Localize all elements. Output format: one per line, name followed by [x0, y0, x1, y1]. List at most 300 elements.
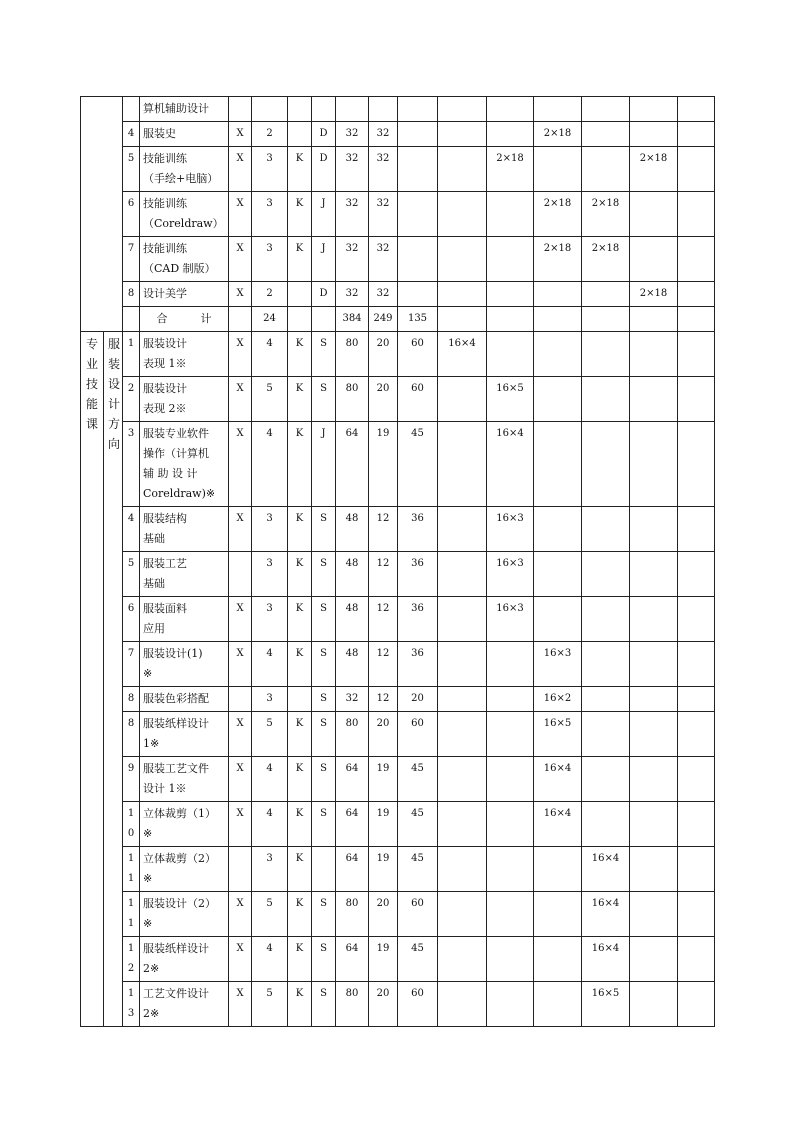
semester-6-cell — [678, 937, 715, 982]
course-name-line: 服装纸样设计 — [143, 942, 209, 955]
semester-4-cell — [582, 147, 630, 192]
semester-4-cell — [582, 597, 630, 642]
practice-hours-cell: 45 — [398, 802, 438, 847]
semester-3-cell: 16×4 — [534, 802, 582, 847]
semester-5-cell — [630, 192, 678, 237]
practice-hours-cell — [398, 97, 438, 122]
semester-2-cell — [487, 847, 534, 892]
course-name-line: 基础 — [143, 577, 165, 590]
table-row — [81, 847, 715, 892]
total-hours-cell: 64 — [336, 847, 369, 892]
course-no-cell: 8 — [123, 282, 140, 307]
exam-type-cell: D — [312, 282, 336, 307]
semester-1-cell — [438, 847, 487, 892]
course-name-line: 技能训练 — [143, 242, 187, 255]
semester-5-cell — [630, 892, 678, 937]
semester-4-cell — [582, 507, 630, 552]
credit-cell: 5 — [252, 377, 288, 422]
semester-2-cell: 16×3 — [487, 552, 534, 597]
assessment-k-cell: K — [288, 982, 312, 1027]
table-row — [81, 97, 715, 122]
empty-cell — [630, 307, 678, 332]
assessment-k-cell: K — [288, 892, 312, 937]
practice-hours-cell: 20 — [398, 687, 438, 712]
course-name-line: ※ — [143, 827, 153, 840]
exam-type-cell: S — [312, 552, 336, 597]
course-name-line: 服装工艺 — [143, 557, 187, 570]
course-no-digit: 1 — [127, 988, 135, 999]
table-row — [81, 597, 715, 642]
exam-type-cell: S — [312, 687, 336, 712]
total-credit-cell: 24 — [252, 307, 288, 332]
course-schedule-table — [80, 96, 715, 1027]
total-hours-cell: 80 — [336, 377, 369, 422]
course-name-cell — [140, 282, 229, 307]
table-row — [81, 122, 715, 147]
course-type-cell: X — [229, 147, 252, 192]
semester-1-cell — [438, 377, 487, 422]
exam-type-cell: S — [312, 712, 336, 757]
theory-hours-cell: 19 — [369, 802, 398, 847]
table-row — [81, 237, 715, 282]
total-hours-cell: 32 — [336, 147, 369, 192]
assessment-k-cell: K — [288, 147, 312, 192]
course-no-digit: 2 — [127, 963, 135, 974]
course-name-cell — [140, 982, 229, 1027]
semester-6-cell — [678, 282, 715, 307]
semester-6-cell — [678, 597, 715, 642]
table-row — [81, 642, 715, 687]
empty-cell — [582, 307, 630, 332]
total-hours-cell: 80 — [336, 892, 369, 937]
category-label — [81, 332, 104, 1027]
theory-hours-cell: 32 — [369, 237, 398, 282]
theory-hours-cell: 12 — [369, 687, 398, 712]
course-type-cell: X — [229, 937, 252, 982]
course-name-cell — [140, 97, 229, 122]
theory-hours-cell: 12 — [369, 642, 398, 687]
course-name-cell — [140, 847, 229, 892]
semester-4-cell — [582, 552, 630, 597]
semester-5-cell — [630, 507, 678, 552]
course-name-cell — [140, 597, 229, 642]
direction-label — [104, 332, 123, 1027]
exam-type-cell: D — [312, 147, 336, 192]
semester-6-cell — [678, 377, 715, 422]
total-label: 合 计 — [140, 307, 229, 332]
course-name-line: ※ — [143, 667, 153, 680]
course-type-cell: X — [229, 802, 252, 847]
credit-cell: 3 — [252, 597, 288, 642]
practice-hours-cell: 36 — [398, 597, 438, 642]
course-name-cell — [140, 122, 229, 147]
course-no-cell — [123, 937, 140, 982]
total-hours-cell: 32 — [336, 192, 369, 237]
semester-2-cell — [487, 937, 534, 982]
practice-hours-cell: 45 — [398, 422, 438, 507]
semester-1-cell — [438, 757, 487, 802]
semester-6-cell — [678, 192, 715, 237]
semester-2-cell: 16×3 — [487, 507, 534, 552]
semester-5-cell — [630, 712, 678, 757]
practice-hours-cell — [398, 122, 438, 147]
course-name-cell — [140, 687, 229, 712]
practice-hours-cell — [398, 282, 438, 307]
course-name-cell — [140, 937, 229, 982]
semester-2-cell — [487, 892, 534, 937]
total-hours-cell: 48 — [336, 552, 369, 597]
credit-cell: 4 — [252, 757, 288, 802]
semester-3-cell — [534, 377, 582, 422]
semester-1-cell — [438, 507, 487, 552]
semester-5-cell — [630, 97, 678, 122]
semester-6-cell — [678, 552, 715, 597]
assessment-k-cell: K — [288, 332, 312, 377]
theory-hours-cell: 20 — [369, 377, 398, 422]
theory-hours-cell: 32 — [369, 192, 398, 237]
course-type-cell: X — [229, 332, 252, 377]
course-no-cell: 8 — [123, 687, 140, 712]
semester-2-cell — [487, 982, 534, 1027]
semester-5-cell — [630, 982, 678, 1027]
exam-type-cell: S — [312, 597, 336, 642]
semester-5-cell — [630, 597, 678, 642]
exam-type-cell: J — [312, 192, 336, 237]
exam-type-cell: D — [312, 122, 336, 147]
table-row — [81, 192, 715, 237]
course-type-cell: X — [229, 422, 252, 507]
semester-3-cell — [534, 507, 582, 552]
credit-cell: 3 — [252, 192, 288, 237]
semester-1-cell — [438, 147, 487, 192]
semester-2-cell: 16×5 — [487, 377, 534, 422]
assessment-k-cell — [288, 282, 312, 307]
semester-4-cell — [582, 712, 630, 757]
semester-3-cell — [534, 937, 582, 982]
practice-hours-cell: 36 — [398, 507, 438, 552]
course-name-line: 服装设计(1) — [143, 647, 203, 660]
course-name-line: 操作（计算机 — [143, 447, 209, 460]
semester-3-cell — [534, 97, 582, 122]
course-no-cell: 5 — [123, 147, 140, 192]
semester-6-cell — [678, 147, 715, 192]
course-name-line: 工艺文件设计 — [143, 987, 209, 1000]
assessment-k-cell — [288, 687, 312, 712]
assessment-k-cell: K — [288, 377, 312, 422]
practice-hours-cell: 45 — [398, 847, 438, 892]
semester-3-cell: 16×5 — [534, 712, 582, 757]
semester-3-cell: 16×4 — [534, 757, 582, 802]
course-name-line: ※ — [143, 917, 153, 930]
course-name-line: 服装设计 — [143, 382, 187, 395]
semester-3-cell — [534, 422, 582, 507]
credit-cell: 3 — [252, 237, 288, 282]
course-type-cell — [229, 687, 252, 712]
semester-4-cell — [582, 122, 630, 147]
empty-cell — [678, 307, 715, 332]
course-name-cell — [140, 802, 229, 847]
semester-2-cell — [487, 802, 534, 847]
course-name-cell — [140, 892, 229, 937]
course-no-cell: 7 — [123, 642, 140, 687]
course-name-line: 服装结构 — [143, 512, 187, 525]
theory-hours-cell: 32 — [369, 147, 398, 192]
table-row — [81, 937, 715, 982]
course-type-cell: X — [229, 192, 252, 237]
credit-cell: 3 — [252, 147, 288, 192]
total-hours-cell: 48 — [336, 642, 369, 687]
semester-4-cell — [582, 282, 630, 307]
theory-hours-cell: 12 — [369, 507, 398, 552]
course-name-line: 2※ — [143, 1007, 160, 1020]
semester-1-cell — [438, 282, 487, 307]
course-name-line: （手绘+电脑） — [143, 172, 219, 185]
semester-2-cell — [487, 237, 534, 282]
course-no-cell: 6 — [123, 597, 140, 642]
exam-type-cell: S — [312, 982, 336, 1027]
table-row — [81, 332, 715, 377]
course-no-digit: 1 — [127, 918, 135, 929]
semester-5-cell: 2×18 — [630, 147, 678, 192]
semester-5-cell — [630, 122, 678, 147]
course-no-cell: 9 — [123, 757, 140, 802]
empty-cell — [487, 307, 534, 332]
semester-4-cell: 2×18 — [582, 192, 630, 237]
semester-3-cell — [534, 552, 582, 597]
semester-5-cell: 2×18 — [630, 282, 678, 307]
semester-6-cell — [678, 892, 715, 937]
exam-type-cell — [312, 847, 336, 892]
course-name-cell — [140, 552, 229, 597]
total-hours-cell: 32 — [336, 122, 369, 147]
credit-cell: 3 — [252, 687, 288, 712]
course-no-digit: 0 — [127, 828, 135, 839]
practice-hours-cell: 60 — [398, 332, 438, 377]
assessment-k-cell — [288, 97, 312, 122]
practice-hours-cell: 60 — [398, 892, 438, 937]
total-practice-sum: 135 — [398, 307, 438, 332]
course-no-digit: 1 — [127, 808, 135, 819]
semester-3-cell — [534, 597, 582, 642]
assessment-k-cell — [288, 122, 312, 147]
semester-4-cell: 16×4 — [582, 892, 630, 937]
practice-hours-cell — [398, 147, 438, 192]
course-type-cell: X — [229, 642, 252, 687]
semester-5-cell — [630, 757, 678, 802]
assessment-k-cell: K — [288, 847, 312, 892]
credit-cell: 3 — [252, 552, 288, 597]
course-name-line: （Coreldraw） — [143, 217, 224, 230]
course-type-cell: X — [229, 237, 252, 282]
course-name-cell — [140, 642, 229, 687]
theory-hours-cell — [369, 97, 398, 122]
exam-type-cell: S — [312, 757, 336, 802]
course-name-line: 技能训练 — [143, 197, 187, 210]
credit-cell: 4 — [252, 802, 288, 847]
semester-3-cell: 2×18 — [534, 237, 582, 282]
semester-6-cell — [678, 507, 715, 552]
semester-2-cell — [487, 122, 534, 147]
course-name-line: （CAD 制版） — [143, 262, 216, 275]
credit-cell: 4 — [252, 422, 288, 507]
semester-2-cell — [487, 332, 534, 377]
semester-1-cell — [438, 802, 487, 847]
semester-3-cell — [534, 847, 582, 892]
course-no-cell — [123, 892, 140, 937]
semester-4-cell — [582, 687, 630, 712]
course-no-digit: 1 — [127, 873, 135, 884]
course-type-cell: X — [229, 377, 252, 422]
semester-6-cell — [678, 712, 715, 757]
semester-4-cell — [582, 377, 630, 422]
credit-cell: 4 — [252, 937, 288, 982]
course-name-cell — [140, 757, 229, 802]
semester-2-cell — [487, 712, 534, 757]
exam-type-cell: J — [312, 422, 336, 507]
credit-cell: 2 — [252, 282, 288, 307]
course-no-cell: 3 — [123, 422, 140, 507]
direction-text: 服装设计方向 — [107, 337, 120, 451]
assessment-k-cell: K — [288, 237, 312, 282]
credit-cell: 5 — [252, 892, 288, 937]
semester-3-cell — [534, 982, 582, 1027]
practice-hours-cell: 60 — [398, 982, 438, 1027]
course-name-line: 表现 2※ — [143, 402, 187, 415]
table-row — [81, 507, 715, 552]
credit-cell: 4 — [252, 642, 288, 687]
semester-1-cell — [438, 122, 487, 147]
course-name-cell — [140, 192, 229, 237]
credit-cell: 3 — [252, 847, 288, 892]
course-name-cell — [140, 147, 229, 192]
semester-1-cell — [438, 892, 487, 937]
total-row — [81, 307, 715, 332]
total-hours-cell: 48 — [336, 507, 369, 552]
course-name-line: 立体裁剪（1） — [143, 807, 216, 820]
total-hours-cell: 32 — [336, 237, 369, 282]
course-no-cell: 2 — [123, 377, 140, 422]
semester-4-cell — [582, 642, 630, 687]
table-row — [81, 282, 715, 307]
semester-6-cell — [678, 237, 715, 282]
semester-3-cell — [534, 147, 582, 192]
course-name-line: 服装色彩搭配 — [143, 692, 209, 705]
course-name-line: 技能训练 — [143, 152, 187, 165]
total-hours-cell: 64 — [336, 757, 369, 802]
theory-hours-cell: 19 — [369, 847, 398, 892]
course-name-line: 表现 1※ — [143, 357, 187, 370]
semester-6-cell — [678, 687, 715, 712]
semester-2-cell — [487, 97, 534, 122]
empty-cell — [534, 307, 582, 332]
course-name-line: 立体裁剪（2） — [143, 852, 216, 865]
semester-5-cell — [630, 237, 678, 282]
practice-hours-cell: 45 — [398, 937, 438, 982]
semester-5-cell — [630, 642, 678, 687]
semester-6-cell — [678, 757, 715, 802]
table-row — [81, 552, 715, 597]
credit-cell — [252, 97, 288, 122]
table-row — [81, 802, 715, 847]
table-row — [81, 377, 715, 422]
exam-type-cell: S — [312, 507, 336, 552]
course-no-cell: 6 — [123, 192, 140, 237]
semester-6-cell — [678, 642, 715, 687]
credit-cell: 2 — [252, 122, 288, 147]
semester-1-cell — [438, 237, 487, 282]
course-type-cell: X — [229, 122, 252, 147]
semester-6-cell — [678, 122, 715, 147]
table-body — [81, 97, 715, 1027]
exam-type-cell: S — [312, 642, 336, 687]
total-theory-sum: 249 — [369, 307, 398, 332]
semester-3-cell: 2×18 — [534, 122, 582, 147]
total-hours-cell: 32 — [336, 282, 369, 307]
table-row — [81, 687, 715, 712]
semester-2-cell: 2×18 — [487, 147, 534, 192]
total-hours-cell: 64 — [336, 802, 369, 847]
course-no-cell: 5 — [123, 552, 140, 597]
semester-5-cell — [630, 552, 678, 597]
table-row — [81, 147, 715, 192]
course-name-line: 基础 — [143, 532, 165, 545]
theory-hours-cell: 32 — [369, 122, 398, 147]
course-type-cell: X — [229, 507, 252, 552]
semester-4-cell: 16×5 — [582, 982, 630, 1027]
total-k-cell — [288, 307, 312, 332]
table-row — [81, 982, 715, 1027]
course-name-cell — [140, 422, 229, 507]
table-row — [81, 892, 715, 937]
semester-4-cell: 16×4 — [582, 847, 630, 892]
semester-2-cell — [487, 642, 534, 687]
course-name-line: 2※ — [143, 962, 160, 975]
assessment-k-cell: K — [288, 192, 312, 237]
assessment-k-cell: K — [288, 507, 312, 552]
course-type-cell — [229, 847, 252, 892]
semester-6-cell — [678, 802, 715, 847]
semester-6-cell — [678, 847, 715, 892]
semester-2-cell: 16×3 — [487, 597, 534, 642]
assessment-k-cell: K — [288, 597, 312, 642]
semester-3-cell — [534, 332, 582, 377]
course-no-cell — [123, 802, 140, 847]
course-name-line: 服装设计 — [143, 337, 187, 350]
course-name-line: 辅 助 设 计 — [143, 467, 198, 480]
theory-hours-cell: 19 — [369, 757, 398, 802]
course-type-cell: X — [229, 597, 252, 642]
semester-5-cell — [630, 332, 678, 377]
course-name-line: Coreldraw)※ — [143, 487, 216, 500]
course-name-cell — [140, 332, 229, 377]
semester-3-cell — [534, 892, 582, 937]
course-name-line: 服装纸样设计 — [143, 717, 209, 730]
semester-3-cell: 16×2 — [534, 687, 582, 712]
semester-4-cell — [582, 757, 630, 802]
total-hours-cell: 80 — [336, 332, 369, 377]
semester-6-cell — [678, 332, 715, 377]
semester-1-cell — [438, 982, 487, 1027]
exam-type-cell: S — [312, 937, 336, 982]
theory-hours-cell: 32 — [369, 282, 398, 307]
course-type-cell — [229, 552, 252, 597]
course-name-line: 设计 1※ — [143, 782, 187, 795]
credit-cell: 5 — [252, 982, 288, 1027]
course-no-cell: 4 — [123, 507, 140, 552]
semester-2-cell: 16×4 — [487, 422, 534, 507]
total-hours-cell: 80 — [336, 712, 369, 757]
theory-hours-cell: 20 — [369, 982, 398, 1027]
